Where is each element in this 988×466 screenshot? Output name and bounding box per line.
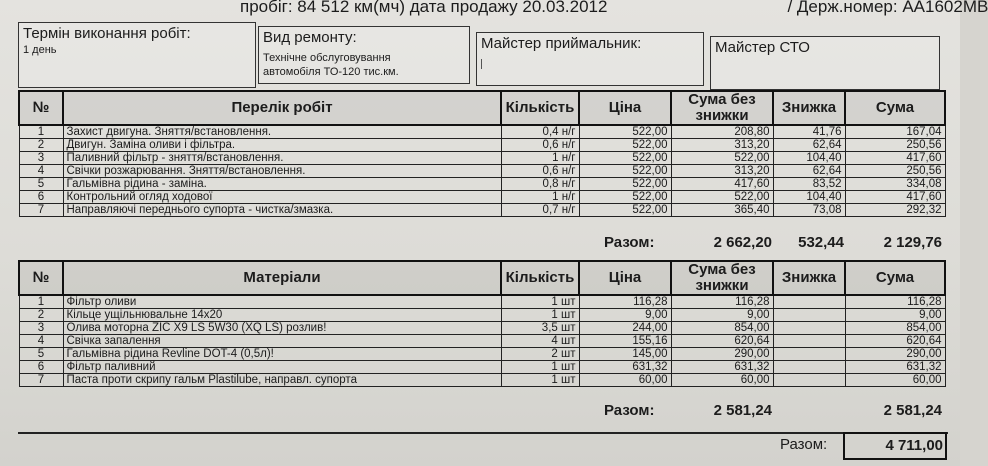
row-gross: 417,60 [671, 178, 773, 191]
row-qty: 1 н/г [501, 152, 579, 165]
row-gross: 522,00 [671, 191, 773, 204]
repair-type-value-1: Технічне обслуговування [263, 52, 391, 64]
row-no: 6 [19, 191, 63, 204]
row-discount [773, 309, 845, 322]
row-discount [773, 322, 845, 335]
row-gross: 620,64 [671, 335, 773, 348]
row-gross: 60,00 [671, 374, 773, 387]
table-row [19, 125, 945, 139]
row-price: 244,00 [579, 322, 671, 335]
row-name: Паста проти скрипу гальм Plastilube, направл. супорта [63, 374, 501, 387]
col-header-materials: Матеріали [63, 261, 501, 295]
mileage-sale-date: пробіг: 84 512 км(мч) дата продажу 20.03.2012 [240, 0, 608, 16]
row-no: 6 [19, 361, 63, 374]
row-gross: 116,28 [671, 295, 773, 309]
works-table [18, 90, 946, 217]
row-discount [773, 361, 845, 374]
row-price: 522,00 [579, 191, 671, 204]
table-row [19, 361, 945, 374]
col-header-price: Ціна [579, 261, 671, 295]
header-line [240, 0, 988, 17]
table-row [19, 152, 945, 165]
row-name: Контрольний огляд ходової [63, 191, 501, 204]
row-gross: 365,40 [671, 204, 773, 217]
materials-total-sum: 2 581,24 [883, 402, 942, 419]
row-price: 116,28 [579, 295, 671, 309]
col-header-gross: Сума без знижки [671, 91, 773, 125]
row-name: Паливний фільтр - зняття/встановлення. [63, 152, 501, 165]
table-row [19, 335, 945, 348]
row-qty: 1 н/г [501, 191, 579, 204]
row-discount [773, 295, 845, 309]
row-discount: 62,64 [773, 139, 845, 152]
row-discount: 41,76 [773, 125, 845, 139]
works-total-label: Разом: [604, 234, 655, 251]
row-price: 631,32 [579, 361, 671, 374]
row-gross: 631,32 [671, 361, 773, 374]
row-gross: 313,20 [671, 165, 773, 178]
row-qty: 3,5 шт [501, 322, 579, 335]
repair-type-value-2: автомобіля ТО-120 тис.км. [263, 66, 399, 78]
row-no: 1 [19, 295, 63, 309]
row-no: 3 [19, 322, 63, 335]
row-sum: 290,00 [845, 348, 945, 361]
row-sum: 167,04 [845, 125, 945, 139]
term-box [18, 22, 256, 88]
row-qty: 1 шт [501, 374, 579, 387]
row-gross: 290,00 [671, 348, 773, 361]
row-discount: 83,52 [773, 178, 845, 191]
row-name: Свічка запалення [63, 335, 501, 348]
row-no: 5 [19, 178, 63, 191]
row-no: 1 [19, 125, 63, 139]
table-row [19, 374, 945, 387]
row-no: 3 [19, 152, 63, 165]
row-price: 145,00 [579, 348, 671, 361]
row-discount: 73,08 [773, 204, 845, 217]
receiver-box [476, 32, 704, 86]
row-qty: 0,4 н/г [501, 125, 579, 139]
receiver-label: Майстер приймальник: [481, 35, 642, 52]
row-qty: 0,6 н/г [501, 139, 579, 152]
row-gross: 208,80 [671, 125, 773, 139]
col-header-no: № [19, 91, 63, 125]
row-no: 7 [19, 374, 63, 387]
row-sum: 60,00 [845, 374, 945, 387]
row-qty: 4 шт [501, 335, 579, 348]
row-price: 522,00 [579, 178, 671, 191]
col-header-gross: Сума без знижки [671, 261, 773, 295]
materials-table [18, 260, 946, 387]
col-header-discount: Знижка [773, 91, 845, 125]
row-qty: 1 шт [501, 361, 579, 374]
row-no: 7 [19, 204, 63, 217]
row-sum: 292,32 [845, 204, 945, 217]
row-qty: 0,8 н/г [501, 178, 579, 191]
row-sum: 334,08 [845, 178, 945, 191]
col-header-discount: Знижка [773, 261, 845, 295]
table-row [19, 165, 945, 178]
row-discount [773, 348, 845, 361]
row-qty: 2 шт [501, 348, 579, 361]
row-price: 522,00 [579, 165, 671, 178]
row-discount: 104,40 [773, 152, 845, 165]
row-sum: 631,32 [845, 361, 945, 374]
table-row [19, 348, 945, 361]
row-name: Двигун. Заміна оливи і фільтра. [63, 139, 501, 152]
row-qty: 0,7 н/г [501, 204, 579, 217]
row-sum: 250,56 [845, 165, 945, 178]
grand-total-label: Разом: [780, 436, 828, 453]
row-gross: 313,20 [671, 139, 773, 152]
col-header-no: № [19, 261, 63, 295]
row-price: 155,16 [579, 335, 671, 348]
row-price: 522,00 [579, 139, 671, 152]
row-price: 522,00 [579, 204, 671, 217]
materials-header-row [19, 261, 945, 295]
row-discount [773, 335, 845, 348]
row-sum: 9,00 [845, 309, 945, 322]
master-box [710, 36, 940, 90]
row-name: Кільце ущільнювальне 14x20 [63, 309, 501, 322]
row-sum: 250,56 [845, 139, 945, 152]
row-no: 5 [19, 348, 63, 361]
row-name: Олива моторна ZIC X9 LS 5W30 (XQ LS) розлив! [63, 322, 501, 335]
row-qty: 1 шт [501, 295, 579, 309]
row-name: Захист двигуна. Зняття/встановлення. [63, 125, 501, 139]
col-header-sum: Сума [845, 261, 945, 295]
repair-type-label: Вид ремонту: [263, 29, 357, 46]
row-discount: 104,40 [773, 191, 845, 204]
plate-number: / Держ.номер: АА1602МВ [787, 0, 988, 16]
col-header-price: Ціна [579, 91, 671, 125]
row-sum: 116,28 [845, 295, 945, 309]
col-header-sum: Сума [845, 91, 945, 125]
table-row [19, 204, 945, 217]
row-name: Свічки розжарювання. Зняття/встановлення. [63, 165, 501, 178]
text-cursor [481, 59, 482, 69]
materials-total-gross: 2 581,24 [713, 402, 772, 419]
row-sum: 417,60 [845, 191, 945, 204]
table-row [19, 178, 945, 191]
row-sum: 854,00 [845, 322, 945, 335]
works-header-row [19, 91, 945, 125]
col-header-qty: Кількість [501, 91, 579, 125]
row-gross: 9,00 [671, 309, 773, 322]
row-price: 9,00 [579, 309, 671, 322]
row-price: 60,00 [579, 374, 671, 387]
col-header-qty: Кількість [501, 261, 579, 295]
table-row [19, 322, 945, 335]
row-no: 4 [19, 335, 63, 348]
row-no: 4 [19, 165, 63, 178]
separator-line [18, 432, 948, 434]
row-gross: 854,00 [671, 322, 773, 335]
row-sum: 417,60 [845, 152, 945, 165]
row-qty: 0,6 н/г [501, 165, 579, 178]
term-label: Термін виконання робіт: [23, 25, 191, 42]
works-total-discount: 532,44 [798, 234, 844, 251]
row-name: Гальмівна рідина Revline DOT-4 (0,5л)! [63, 348, 501, 361]
works-total-sum: 2 129,76 [883, 234, 942, 251]
master-label: Майстер СТО [715, 39, 810, 56]
materials-total-label: Разом: [604, 402, 655, 419]
row-price: 522,00 [579, 125, 671, 139]
row-sum: 620,64 [845, 335, 945, 348]
works-total-gross: 2 662,20 [713, 234, 772, 251]
row-discount: 62,64 [773, 165, 845, 178]
row-no: 2 [19, 309, 63, 322]
table-row [19, 295, 945, 309]
row-name: Фільтр оливи [63, 295, 501, 309]
row-discount [773, 374, 845, 387]
row-price: 522,00 [579, 152, 671, 165]
table-row [19, 191, 945, 204]
row-gross: 522,00 [671, 152, 773, 165]
col-header-works: Перелік робіт [63, 91, 501, 125]
row-name: Фільтр паливний [63, 361, 501, 374]
row-no: 2 [19, 139, 63, 152]
row-name: Направляючі переднього супорта - чистка/змазка. [63, 204, 501, 217]
term-value: 1 день [23, 44, 57, 56]
table-row [19, 139, 945, 152]
table-row [19, 309, 945, 322]
row-name: Гальмівна рідина - заміна. [63, 178, 501, 191]
row-qty: 1 шт [501, 309, 579, 322]
repair-type-box [258, 26, 470, 84]
grand-total-value: 4 711,00 [843, 432, 947, 460]
